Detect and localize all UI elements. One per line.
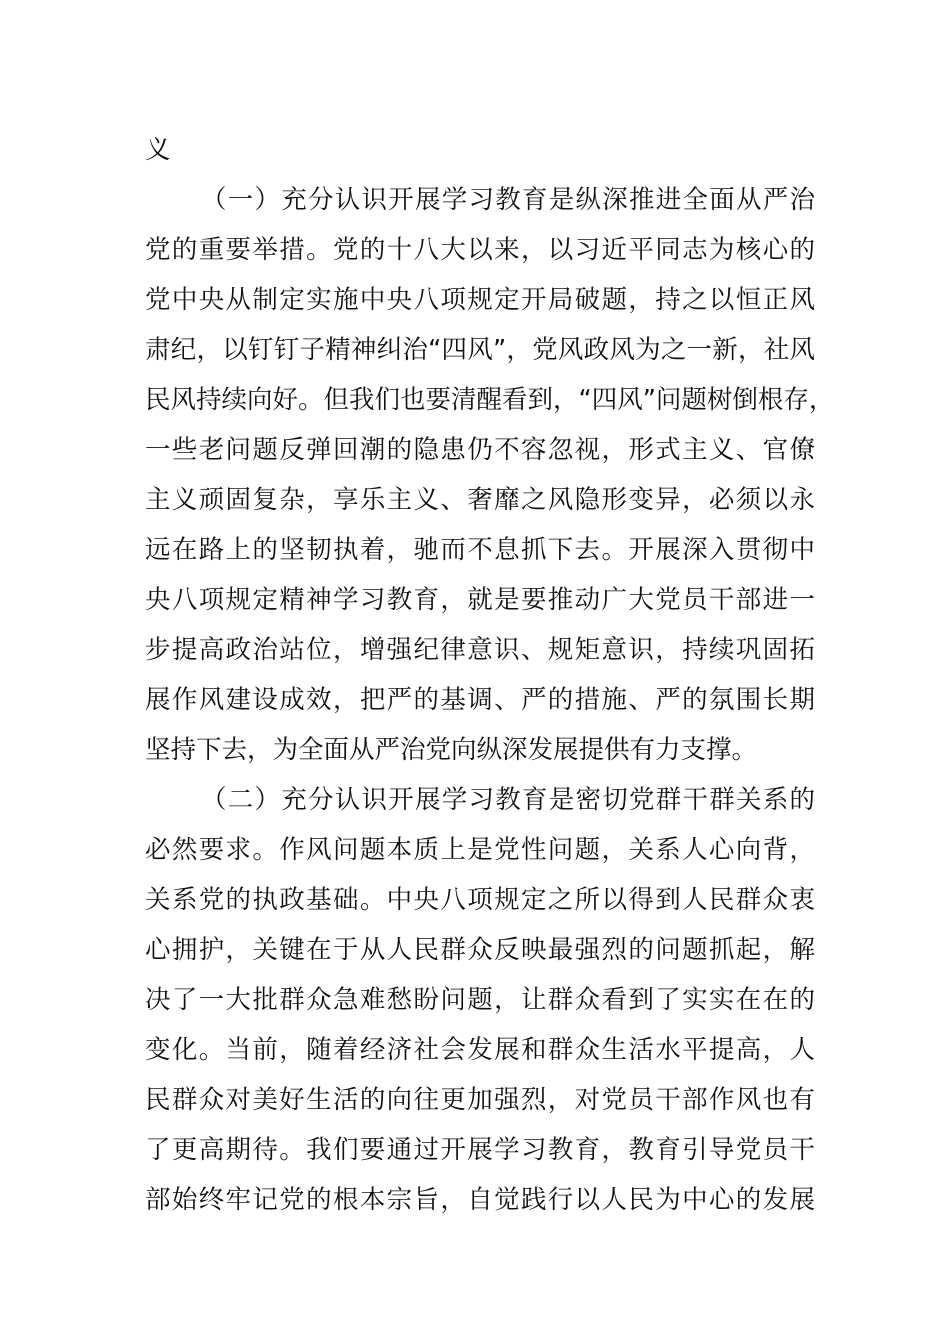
text-line: 心拥护，关键在于从人民群众反映最强烈的问题抓起，解	[145, 935, 815, 965]
paragraph-2-start: （二）充分认识开展学习教育是密切党群干群关系的	[201, 785, 815, 815]
text-line: 肃纪，以钉钉子精神纠治“四风”，党风政风为之一新，社风	[145, 335, 815, 365]
text-line: 必然要求。作风问题本质上是党性问题，关系人心向背，	[145, 835, 815, 865]
text-line: 民群众对美好生活的向往更加强烈，对党员干部作风也有	[145, 1085, 815, 1115]
text-line: 党的重要举措。党的十八大以来，以习近平同志为核心的	[145, 235, 815, 265]
body-text	[145, 125, 835, 1225]
text-line: 步提高政治站位，增强纪律意识、规矩意识，持续巩固拓	[145, 635, 815, 665]
paragraph-1-start: （一）充分认识开展学习教育是纵深推进全面从严治	[201, 185, 815, 215]
text-line: 央八项规定精神学习教育，就是要推动广大党员干部进一	[145, 585, 815, 615]
text-line: 党中央从制定实施中央八项规定开局破题，持之以恒正风	[145, 285, 815, 315]
text-line: 义	[145, 135, 171, 165]
text-line: 部始终牢记党的根本宗旨，自觉践行以人民为中心的发展	[145, 1185, 815, 1215]
text-line: 主义顽固复杂，享乐主义、奢靡之风隐形变异，必须以永	[145, 485, 815, 515]
text-line: 了更高期待。我们要通过开展学习教育，教育引导党员干	[145, 1135, 815, 1165]
text-line: 民风持续向好。但我们也要清醒看到，“四风”问题树倒根存，	[145, 385, 835, 415]
text-line: 展作风建设成效，把严的基调、严的措施、严的氛围长期	[145, 685, 815, 715]
text-line: 决了一大批群众急难愁盼问题，让群众看到了实实在在的	[145, 985, 815, 1015]
text-line: 变化。当前，随着经济社会发展和群众生活水平提高，人	[145, 1035, 815, 1065]
text-line: 关系党的执政基础。中央八项规定之所以得到人民群众衷	[145, 885, 815, 915]
paragraph-1-end: 坚持下去，为全面从严治党向纵深发展提供有力支撑。	[145, 735, 758, 765]
text-line: 一些老问题反弹回潮的隐患仍不容忽视，形式主义、官僚	[145, 435, 815, 465]
text-line: 远在路上的坚韧执着，驰而不息抓下去。开展深入贯彻中	[145, 535, 815, 565]
